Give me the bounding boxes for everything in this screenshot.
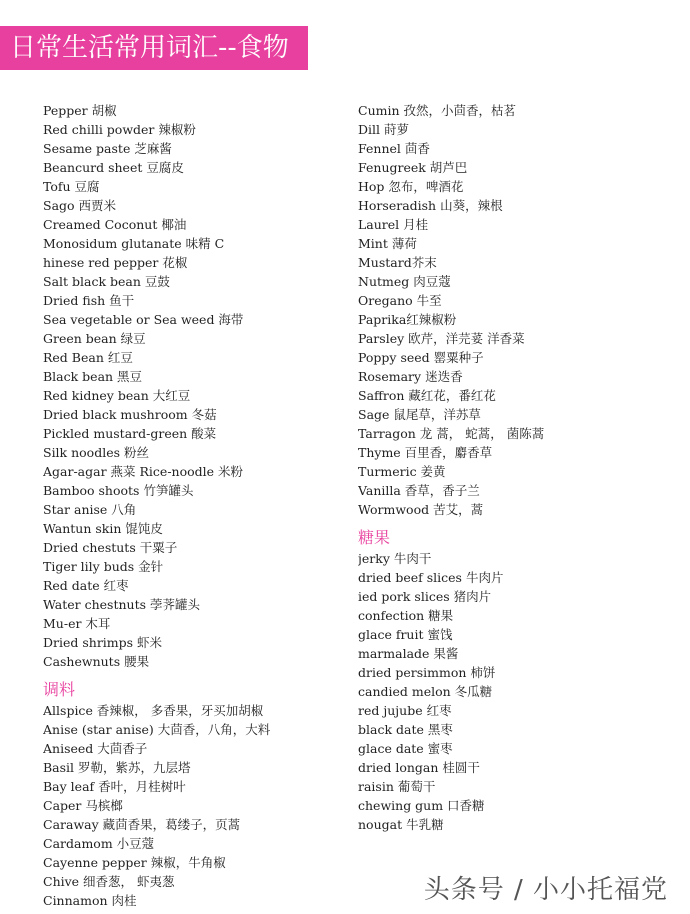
vocab-item: jerky 牛肉干 <box>358 551 432 566</box>
vocab-item: Tofu 豆腐 <box>43 179 100 194</box>
vocab-item: Poppy seed 罂粟种子 <box>358 350 484 365</box>
vocab-item: Cayenne pepper 辣椒，牛角椒 <box>43 855 226 870</box>
vocab-item: Bamboo shoots 竹笋罐头 <box>43 483 194 498</box>
vocab-item: ied pork slices 猪肉片 <box>358 589 492 604</box>
vocab-item: Sage 鼠尾草，洋苏草 <box>358 407 481 422</box>
vocab-item: Sea vegetable or Sea weed 海带 <box>43 312 244 327</box>
vocab-item: dried beef slices 牛肉片 <box>358 570 504 585</box>
vocab-item: candied melon 冬瓜糖 <box>358 684 493 699</box>
vocab-item: dried persimmon 柿饼 <box>358 665 496 680</box>
vocab-item: Mu-er 木耳 <box>43 616 111 631</box>
vocab-item: Agar-agar 燕菜 Rice-noodle 米粉 <box>43 464 244 479</box>
seasoning-heading: 调料 <box>43 680 76 699</box>
page-title: 日常生活常用词汇--食物 <box>0 26 308 70</box>
vocab-item: Saffron 藏红花，番红花 <box>358 388 496 403</box>
vocab-item: Dried chestuts 干粟子 <box>43 540 178 555</box>
vocab-item: Dried black mushroom 冬菇 <box>43 407 217 422</box>
candy-heading: 糖果 <box>358 528 391 547</box>
vocab-item: glace date 蜜枣 <box>358 741 453 756</box>
vocab-item: Nutmeg 肉豆蔻 <box>358 274 451 289</box>
vocab-item: Tarragon 龙 蒿， 蛇蒿， 菌陈蒿 <box>358 426 545 441</box>
vocab-item: Cardamom 小豆蔻 <box>43 836 155 851</box>
vocab-item: Monosidum glutanate 味精 C <box>43 236 225 251</box>
vocab-item: Tiger lily buds 金针 <box>43 559 164 574</box>
watermark-text: 头条号 / 小小托福党 <box>423 875 668 905</box>
vocab-item: Vanilla 香草，香子兰 <box>358 483 480 498</box>
vocab-item: confection 糖果 <box>358 608 454 623</box>
vocab-item: red jujube 红枣 <box>358 703 452 718</box>
vocab-item: Caper 马槟榔 <box>43 798 123 813</box>
vocab-item: Chive 细香葱， 虾夷葱 <box>43 874 175 889</box>
vocab-item: Cinnamon 肉桂 <box>43 893 137 908</box>
vocab-item: Dried shrimps 虾米 <box>43 635 163 650</box>
vocab-item: Water chestnuts 荸荠罐头 <box>43 597 200 612</box>
vocab-item: chewing gum 口香糖 <box>358 798 485 813</box>
vocab-item: glace fruit 蜜饯 <box>358 627 453 642</box>
vocab-item: Allspice 香辣椒， 多香果，牙买加胡椒 <box>43 703 264 718</box>
vocab-item: Red kidney bean 大红豆 <box>43 388 191 403</box>
vocab-item: Salt black bean 豆鼓 <box>43 274 170 289</box>
vocab-item: Horseradish 山葵，辣根 <box>358 198 503 213</box>
vocab-item: Anise (star anise) 大茴香，八角，大料 <box>43 722 271 737</box>
vocab-item: Sesame paste 芝麻酱 <box>43 141 172 156</box>
vocab-item: Wormwood 苦艾，蒿 <box>358 502 484 517</box>
vocab-item: hinese red pepper 花椒 <box>43 255 188 270</box>
vocab-item: Sago 西贾米 <box>43 198 117 213</box>
vocab-item: Dill 莳萝 <box>358 122 409 137</box>
vocab-item: raisin 葡萄干 <box>358 779 436 794</box>
vocab-item: Turmeric 姜黄 <box>358 464 446 479</box>
vocab-item: Pickled mustard-green 酸菜 <box>43 426 217 441</box>
vocab-item: Pepper 胡椒 <box>43 103 117 118</box>
candy-list <box>358 549 678 834</box>
vocab-item: Thyme 百里香，麝香草 <box>358 445 493 460</box>
vocab-item: Aniseed 大茴香子 <box>43 741 148 756</box>
vocab-item: Bay leaf 香叶，月桂树叶 <box>43 779 186 794</box>
vocab-item: Parsley 欧芹，洋芫荽 洋香菜 <box>358 331 525 346</box>
food-list <box>43 101 343 671</box>
vocab-item: Basil 罗勒，紫苏，九层塔 <box>43 760 191 775</box>
vocab-item: marmalade 果酱 <box>358 646 459 661</box>
vocab-item: Fenugreek 胡芦巴 <box>358 160 468 175</box>
spice-list <box>358 101 678 519</box>
vocab-item: dried longan 桂圆干 <box>358 760 480 775</box>
vocab-item: Rosemary 迷迭香 <box>358 369 463 384</box>
vocab-item: Hop 忽布，啤酒花 <box>358 179 464 194</box>
vocab-item: Caraway 藏茴香果，葛缕子，页蒿 <box>43 817 241 832</box>
vocab-item: Cumin 孜然，小茴香，枯茗 <box>358 103 516 118</box>
seasoning-list <box>43 701 343 910</box>
vocab-item: Fennel 茴香 <box>358 141 430 156</box>
vocab-item: Black bean 黑豆 <box>43 369 143 384</box>
vocab-item: Dried fish 鱼干 <box>43 293 135 308</box>
vocab-item: Paprika红辣椒粉 <box>358 312 457 327</box>
vocab-item: Red chilli powder 辣椒粉 <box>43 122 196 137</box>
vocab-item: black date 黑枣 <box>358 722 453 737</box>
vocab-item: nougat 牛乳糖 <box>358 817 444 832</box>
vocab-item: Oregano 牛至 <box>358 293 442 308</box>
vocab-item: Green bean 绿豆 <box>43 331 146 346</box>
vocab-item: Creamed Coconut 椰油 <box>43 217 187 232</box>
vocab-item: Laurel 月桂 <box>358 217 429 232</box>
vocab-item: Red date 红枣 <box>43 578 129 593</box>
vocab-item: Mustard芥末 <box>358 255 437 270</box>
vocab-item: Cashewnuts 腰果 <box>43 654 150 669</box>
left-column <box>43 101 343 910</box>
vocab-item: Silk noodles 粉丝 <box>43 445 149 460</box>
right-column <box>358 101 678 834</box>
vocab-item: Star anise 八角 <box>43 502 137 517</box>
vocab-item: Red Bean 红豆 <box>43 350 133 365</box>
vocab-item: Mint 薄荷 <box>358 236 417 251</box>
vocab-item: Wantun skin 馄饨皮 <box>43 521 163 536</box>
vocab-item: Beancurd sheet 豆腐皮 <box>43 160 184 175</box>
